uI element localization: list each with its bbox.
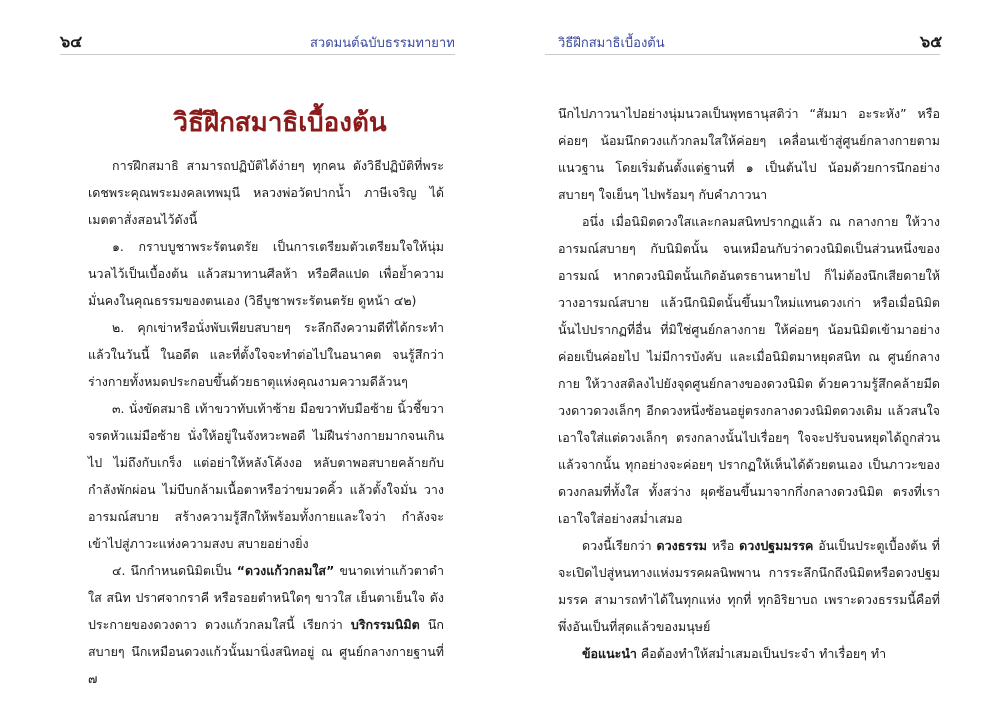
paragraph-dhamma-sphere	[558, 532, 940, 640]
chapter-title: วิธีฝึกสมาธิเบื้องต้น	[173, 108, 387, 138]
bold-term-advice: ข้อแนะนำ	[582, 646, 637, 661]
text-run: ขนาดเท่าแก้วตาดำ ใส สนิท ปราศจากราคี หรือรอยตำหนิใดๆ ขาวใส เย็นตาเย็นใจ ดังประกายของดวงดาว ดวงแก้วกลมใสนี้ เรียกว่า	[88, 563, 445, 632]
right-page	[500, 0, 1000, 728]
left-running-title: สวดมนต์ฉบับธรรมทายาท	[310, 36, 455, 51]
right-header-rule	[545, 54, 940, 55]
bold-term-dhamma-sphere: ดวงธรรม	[656, 538, 708, 553]
bold-term-pathama-magga: ดวงปฐมมรรค	[739, 538, 814, 553]
paragraph-advice	[558, 640, 940, 667]
right-running-title: วิธีฝึกสมาธิเบื้องต้น	[558, 36, 665, 51]
right-body-text	[558, 100, 940, 667]
paragraph-intro: การฝึกสมาธิ สามารถปฏิบัติได้ง่ายๆ ทุกคน ดังวิธีปฏิบัติที่พระเดชพระคุณพระมงคลเทพมุนี หลวงพ่อวัดปากน้ำ ภาษีเจริญ ได้เมตตาสั่งสอนไว้ดังนี้	[88, 158, 444, 227]
paragraph-continued: นึกไปภาวนาไปอย่างนุ่มนวลเป็นพุทธานุสติว่า “สัมมา อะระหัง” หรือค่อยๆ น้อมนึกดวงแก้วกลมใสให้ค่อยๆ เคลื่อนเข้าสู่ศูนย์กลางกายตามแนวฐาน โดยเริ่มต้นตั้งแต่ฐานที่ ๑ เป็นต้นไป น้อมด้วยการนึกอย่างสบายๆ ใจเย็นๆ ไปพร้อมๆ กับคำภาวนา	[558, 106, 940, 202]
right-page-number: ๖๕	[920, 32, 943, 51]
left-body-text	[88, 152, 444, 692]
left-page-number: ๖๔	[60, 32, 83, 51]
paragraph-step-1: ๑. กราบบูชาพระรัตนตรัย เป็นการเตรียมตัวเตรียมใจให้นุ่มนวลไว้เป็นเบื้องต้น แล้วสมาทานศีลห้า หรือศีลแปด เพื่อย้ำความมั่นคงในคุณธรรมของตนเอง (วิธีบูชาพระรัตนตรัย ดูหน้า ๔๒)	[88, 239, 444, 308]
paragraph-step-2: ๒. คุกเข่าหรือนั่งพับเพียบสบายๆ ระลึกถึงความดีที่ได้กระทำแล้วในวันนี้ ในอดีต และที่ตั้งใจจะทำต่อไปในอนาคต จนรู้สึกว่าร่างกายทั้งหมดประกอบขึ้นด้วยธาตุแห่งคุณงามความดีล้วนๆ	[88, 320, 444, 389]
left-header-rule	[60, 54, 455, 55]
text-run: หรือ	[707, 538, 740, 553]
paragraph-step-3: ๓. นั่งขัดสมาธิ เท้าขวาทับเท้าซ้าย มือขวาทับมือซ้าย นิ้วชี้ขวาจรดหัวแม่มือซ้าย นั่งให้อยู่ในจังหวะพอดี ไม่ฝืนร่างกายมากจนเกินไป ไม่ถึงกับเกร็ง แต่อย่าให้หลังโค้งงอ หลับตาพอสบายคล้ายกับกำลังพักผ่อน ไม่บีบกล้ามเนื้อตาหรือว่าขมวดคิ้ว แล้วตั้งใจมั่น วางอารมณ์สบาย สร้างความรู้สึกให้พร้อมทั้งกายและใจว่า กำลังจะเข้าไปสู่ภาวะแห่งความสงบ สบายอย่างยิ่ง	[88, 401, 444, 551]
bold-term-crystal-ball: “ดวงแก้วกลมใส”	[236, 563, 335, 578]
text-run: ดวงนี้เรียกว่า	[582, 538, 657, 553]
text-run: อันเป็นประตูเบื้องต้น ที่จะเปิดไปสู่หนทางแห่งมรรคผลนิพพาน การระลึกนึกถึงนิมิตหรือดวงปฐมมรรค สามารถทำได้ในทุกแห่ง ทุกที่ ทุกอิริยาบถ เพราะดวงธรรมนี้คือที่พึ่งอันเป็นที่สุดแล้วของมนุษย์	[558, 538, 940, 634]
text-run: ๔. นึกกำหนดนิมิตเป็น	[112, 563, 237, 578]
bold-term-parikamma-nimitta: บริกรรมนิมิต	[350, 617, 420, 632]
paragraph-step-4	[88, 557, 444, 692]
paragraph-nimitta: อนึ่ง เมื่อนิมิตดวงใสและกลมสนิทปรากฏแล้ว ณ กลางกาย ให้วางอารมณ์สบายๆ กับนิมิตนั้น จนเหมือนกับว่าดวงนิมิตเป็นส่วนหนึ่งของอารมณ์ หากดวงนิมิตนั้นเกิดอันตรธานหายไป ก็ไม่ต้องนึกเสียดายให้วางอารมณ์สบาย แล้วนึกนิมิตนั้นขึ้นมาใหม่แทนดวงเก่า หรือเมื่อนิมิตนั้นไปปรากฏที่อื่น ที่มิใช่ศูนย์กลางกาย ให้ค่อยๆ น้อมนิมิตเข้ามาอย่างค่อยเป็นค่อยไป ไม่มีการบังคับ และเมื่อนิมิตมาหยุดสนิท ณ ศูนย์กลางกาย ให้วางสติลงไปยังจุดศูนย์กลางของดวงนิมิต ด้วยความรู้สึกคล้ายมีดวงดาวดวงเล็กๆ อีกดวงหนึ่งซ้อนอยู่ตรงกลางดวงนิมิตดวงเดิม แล้วสนใจเอาใจใส่แต่ดวงเล็กๆ ตรงกลางนั้นไปเรื่อยๆ ใจจะปรับจนหยุดได้ถูกส่วน แล้วจากนั้น ทุกอย่างจะค่อยๆ ปรากฏให้เห็นได้ด้วยตนเอง เป็นภาวะของดวงกลมที่ทั้งใส ทั้งสว่าง ผุดซ้อนขึ้นมาจากกึ่งกลางดวงนิมิต ตรงที่เราเอาใจใส่อย่างสม่ำเสมอ	[558, 214, 940, 526]
text-run: คือต้องทำให้สม่ำเสมอเป็นประจำ ทำเรื่อยๆ ทำ	[636, 646, 887, 661]
text-run: นึกสบายๆ นึกเหมือนดวงแก้วนั้นมานิ่งสนิทอยู่ ณ ศูนย์กลางกายฐานที่ ๗	[88, 617, 444, 686]
